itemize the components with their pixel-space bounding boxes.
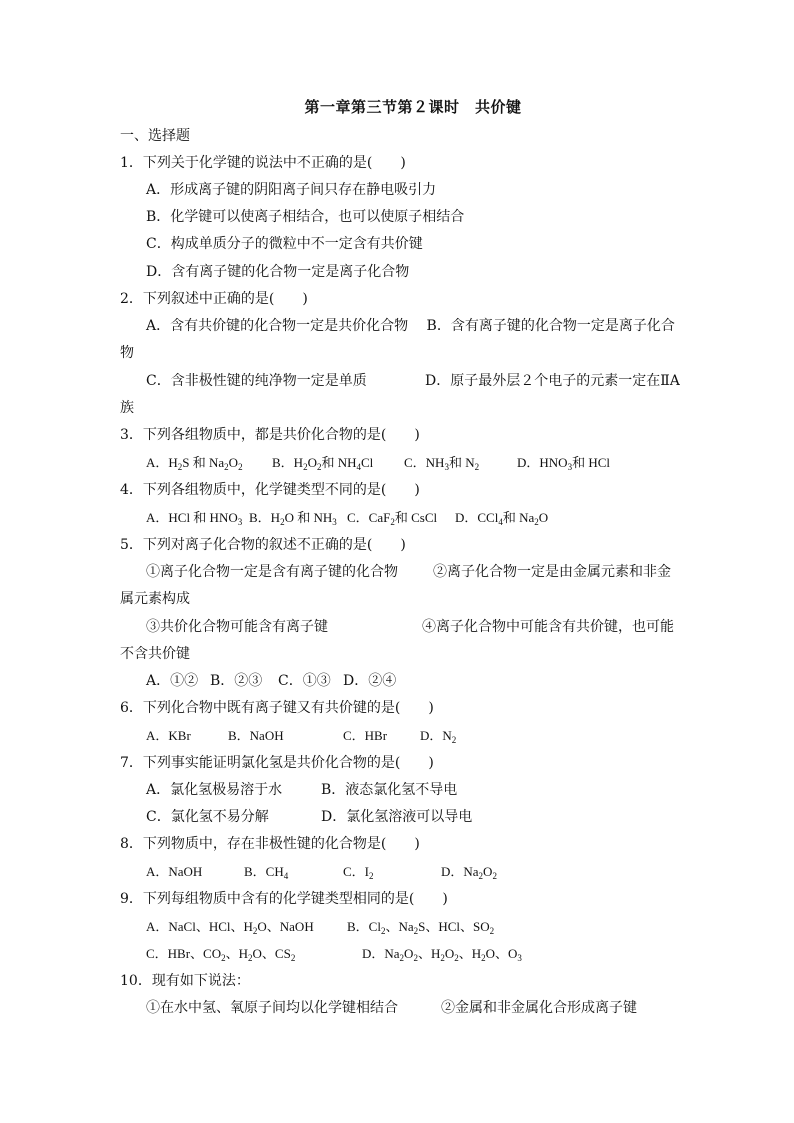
q3-option-c: C．$NH_3$和 $N_2$ xyxy=(404,455,480,472)
q10-stem: 10．现有如下说法： xyxy=(120,973,250,989)
q1-option-a: A．形成离子键的阴阳离子间只存在静电吸引力 xyxy=(146,182,437,198)
q3-option-d: D．$HNO_3$和 HCl xyxy=(517,455,610,472)
q7-option-d: D．氯化氢溶液可以导电 xyxy=(321,809,473,825)
q8-stem: 8．下列物质中，存在非极性键的化合物是( ) xyxy=(120,836,420,852)
q6-option-d: D．$N_2$ xyxy=(420,728,457,745)
q9-option-a: A．NaCl、HCl、$H_2O$、NaOH xyxy=(146,919,314,936)
q6-option-c: C．HBr xyxy=(343,728,388,743)
q10-statement-2: ②金属和非金属化合形成离子键 xyxy=(441,1000,637,1016)
q2-option-d-cont: 族 xyxy=(120,400,134,416)
q5-option-d: D．②④ xyxy=(343,673,397,689)
q9-option-c: C．HBr、$CO_2$、$H_2O$、$CS_2$ xyxy=(146,946,296,963)
q7-option-c: C．氯化氢不易分解 xyxy=(146,809,269,825)
q7-option-b: B．液态氯化氢不导电 xyxy=(321,782,458,798)
section-heading: 一、选择题 xyxy=(120,128,190,144)
q9-option-d: D．$Na_2O_2$、$H_2O_2$、$H_2O$、$O_3$ xyxy=(362,946,522,963)
q4-option-c: C．CaF$_2$和 CsCl xyxy=(347,510,438,527)
q5-option-a: A．①② xyxy=(146,673,199,689)
q8-option-c: C．$I_2$ xyxy=(343,864,374,881)
q3-stem: 3．下列各组物质中，都是共价化合物的是( ) xyxy=(120,427,420,443)
q8-option-a: A．NaOH xyxy=(146,864,203,879)
q2-stem: 2．下列叙述中正确的是( ) xyxy=(120,291,308,307)
q4-option-d: D．CCl$_4$和 $Na_2O$ xyxy=(455,510,549,527)
q4-stem: 4．下列各组物质中，化学键类型不同的是( ) xyxy=(120,482,420,498)
q1-option-c: C．构成单质分子的微粒中不一定含有共价键 xyxy=(146,236,423,252)
q9-stem: 9．下列每组物质中含有的化学键类型相同的是( ) xyxy=(120,891,448,907)
q5-option-c: C．①③ xyxy=(278,673,331,689)
q2-option-d: D．原子最外层２个电子的元素一定在ⅡA xyxy=(425,373,680,389)
q5-stem: 5．下列对离子化合物的叙述不正确的是( ) xyxy=(120,537,406,553)
q2-option-ab: A．含有共价键的化合物一定是共价化合物 B．含有离子键的化合物一定是离子化合 xyxy=(146,318,675,334)
q3-option-a: A．$H_2S$ 和 $Na_2O_2$ xyxy=(146,455,243,472)
page-title: 第一章第三节第２课时 共价键 xyxy=(304,98,522,116)
q8-option-d: D．$Na_2O_2$ xyxy=(441,864,497,881)
q1-option-d: D．含有离子键的化合物一定是离子化合物 xyxy=(146,264,410,280)
q3-option-b: B．$H_2O_2$和 $NH_4Cl$ xyxy=(272,455,374,472)
q5-statement-4: ④离子化合物中可能含有共价键，也可能 xyxy=(422,619,674,635)
q4-option-b: B．$H_2O$ 和 $NH_3$ xyxy=(249,510,337,527)
q6-stem: 6．下列化合物中既有离子键又有共价键的是( ) xyxy=(120,700,434,716)
q10-statement-1: ①在水中氢、氧原子间均以化学键相结合 xyxy=(146,1000,398,1016)
q5-option-b: B．②③ xyxy=(210,673,263,689)
q5-statement-1: ①离子化合物一定是含有离子键的化合物 xyxy=(146,564,398,580)
q5-statement-2-cont: 属元素构成 xyxy=(120,591,190,607)
q8-option-b: B．$CH_4$ xyxy=(244,864,289,881)
q2-option-ab-cont: 物 xyxy=(120,345,134,361)
q1-stem: 1．下列关于化学键的说法中不正确的是( ) xyxy=(120,155,406,171)
q6-option-a: A．KBr xyxy=(146,728,191,743)
q5-statement-4-cont: 不含共价键 xyxy=(120,646,190,662)
q5-statement-2: ②离子化合物一定是由金属元素和非金 xyxy=(433,564,671,580)
q4-option-a: A．HCl 和 $HNO_3$ xyxy=(146,510,243,527)
q1-option-b: B．化学键可以使离子相结合，也可以使原子相结合 xyxy=(146,209,465,225)
q9-option-b: B．$Cl_2$、$Na_2S$、HCl、$SO_2$ xyxy=(347,919,495,936)
q6-option-b: B．NaOH xyxy=(228,728,284,743)
q7-option-a: A．氯化氢极易溶于水 xyxy=(146,782,283,798)
q5-statement-3: ③共价化合物可能含有离子键 xyxy=(146,619,328,635)
q2-option-c: C．含非极性键的纯净物一定是单质 xyxy=(146,373,367,389)
q7-stem: 7．下列事实能证明氯化氢是共价化合物的是( ) xyxy=(120,755,434,771)
